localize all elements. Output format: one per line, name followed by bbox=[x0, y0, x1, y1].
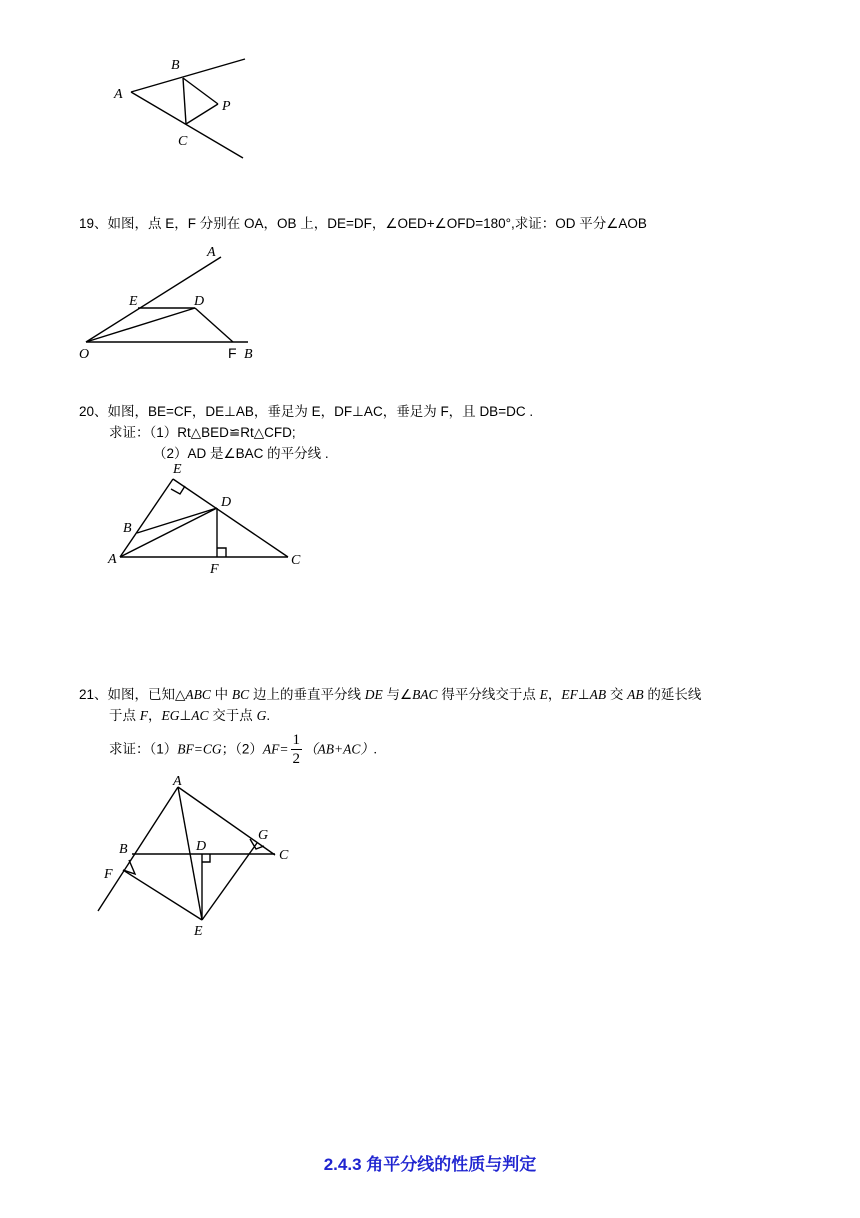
label-e: E bbox=[129, 294, 138, 309]
q21-text-part: ⊥ bbox=[577, 687, 590, 702]
q21-text-part: 求证：（1） bbox=[109, 741, 178, 757]
q21-text-part: ， bbox=[148, 708, 162, 723]
segment-df bbox=[195, 308, 233, 342]
fraction-one-half bbox=[291, 733, 303, 767]
figure-18 bbox=[0, 0, 860, 180]
right-angle-mark-e bbox=[171, 486, 185, 494]
segment-bp bbox=[183, 78, 218, 104]
label-b: B bbox=[171, 58, 180, 73]
q21-text-part: 21、如图，已知△ bbox=[79, 687, 186, 702]
q21-math-e: E bbox=[539, 687, 548, 702]
q21-text-part: 与∠ bbox=[382, 687, 413, 702]
q21-math-ef: EF bbox=[561, 687, 578, 702]
q21-text-part: ⊥ bbox=[179, 708, 192, 723]
label-g: G bbox=[258, 828, 269, 843]
label-o: O bbox=[79, 347, 90, 362]
q21-text-part: 交于点 bbox=[208, 708, 257, 723]
q21-math-de: DE bbox=[364, 687, 383, 702]
fraction-numerator: 1 bbox=[292, 732, 300, 748]
q21-text-part: 于点 bbox=[109, 708, 140, 723]
q21-math-abc: ABC bbox=[185, 687, 211, 702]
label-b: B bbox=[119, 842, 128, 857]
figure-19 bbox=[0, 240, 860, 380]
q21-math-bfcg: BF=CG bbox=[177, 741, 222, 757]
q21-math-bac: BAC bbox=[412, 687, 438, 702]
segment-ae bbox=[120, 479, 173, 557]
q21-math-sum: （AB+AC）. bbox=[304, 741, 378, 757]
q21-math-eg: EG bbox=[161, 708, 180, 723]
label-c: C bbox=[291, 553, 301, 568]
q21-math-g: G bbox=[256, 708, 267, 723]
line-ab-extended bbox=[98, 787, 178, 911]
label-c: C bbox=[279, 848, 289, 863]
label-a: A bbox=[108, 552, 117, 567]
question-20-prove-2: （2）AD 是∠BAC 的平分线 . bbox=[153, 446, 329, 461]
ray-ab bbox=[131, 59, 245, 92]
right-angle-mark-f bbox=[217, 548, 226, 557]
label-d: D bbox=[194, 294, 205, 309]
section-title: 2.4.3 角平分线的性质与判定 bbox=[323, 1155, 537, 1174]
label-e: E bbox=[194, 924, 203, 939]
q21-text-part: 的延长线 bbox=[643, 687, 702, 702]
question-20-prove-1: 求证：（1）Rt△BED≌Rt△CFD; bbox=[109, 425, 296, 440]
label-p: P bbox=[222, 99, 231, 114]
segment-cp bbox=[186, 104, 218, 124]
question-21-line-2 bbox=[109, 706, 270, 726]
q21-text-part: 边上的垂直平分线 bbox=[249, 687, 365, 702]
segment-ac bbox=[178, 787, 275, 855]
label-f: F bbox=[228, 345, 237, 361]
label-e: E bbox=[173, 462, 182, 477]
q21-text-part: 得平分线交于点 bbox=[437, 687, 540, 702]
segment-ad bbox=[120, 508, 217, 557]
question-21-prove bbox=[109, 733, 377, 767]
q21-text-part: 中 bbox=[210, 687, 232, 702]
label-c: C bbox=[178, 134, 188, 149]
label-d: D bbox=[196, 839, 207, 854]
question-19-text: 19、如图，点 E，F 分别在 OA，OB 上，DE=DF，∠OED+∠OFD=180°,求证：OD 平分∠AOB bbox=[79, 216, 647, 231]
q21-math-bc: BC bbox=[231, 687, 250, 702]
q21-math-af: AF= bbox=[262, 741, 289, 757]
figure-20 bbox=[0, 456, 860, 596]
label-d: D bbox=[221, 495, 232, 510]
q21-text-part: 交 bbox=[606, 687, 628, 702]
label-f: F bbox=[104, 867, 113, 882]
q21-math-ab: AB bbox=[589, 687, 607, 702]
q21-text-part: ， bbox=[547, 687, 562, 702]
figure-21 bbox=[0, 770, 860, 950]
label-a: A bbox=[207, 245, 216, 260]
segment-ec bbox=[173, 479, 288, 557]
segment-bc bbox=[183, 78, 186, 124]
fraction-denominator: 2 bbox=[292, 751, 300, 767]
right-angle-mark-d bbox=[202, 854, 210, 862]
q21-math-ac: AC bbox=[191, 708, 209, 723]
segment-od bbox=[86, 308, 195, 342]
q21-text-part: . bbox=[266, 708, 271, 723]
q21-text-part: ；（2） bbox=[221, 741, 263, 757]
label-f: F bbox=[210, 562, 219, 577]
segment-fe bbox=[123, 870, 202, 920]
question-21-line-1 bbox=[79, 685, 701, 705]
label-b: B bbox=[244, 347, 253, 362]
q21-math-f: F bbox=[139, 708, 149, 723]
label-a: A bbox=[114, 87, 123, 102]
question-20-text: 20、如图，BE=CF，DE⊥AB，垂足为 E，DF⊥AC，垂足为 F，且 DB=DC . bbox=[79, 404, 534, 419]
label-b: B bbox=[123, 521, 132, 536]
label-a: A bbox=[173, 774, 182, 789]
q21-math-ab: AB bbox=[627, 687, 644, 702]
segment-bd bbox=[137, 508, 217, 533]
